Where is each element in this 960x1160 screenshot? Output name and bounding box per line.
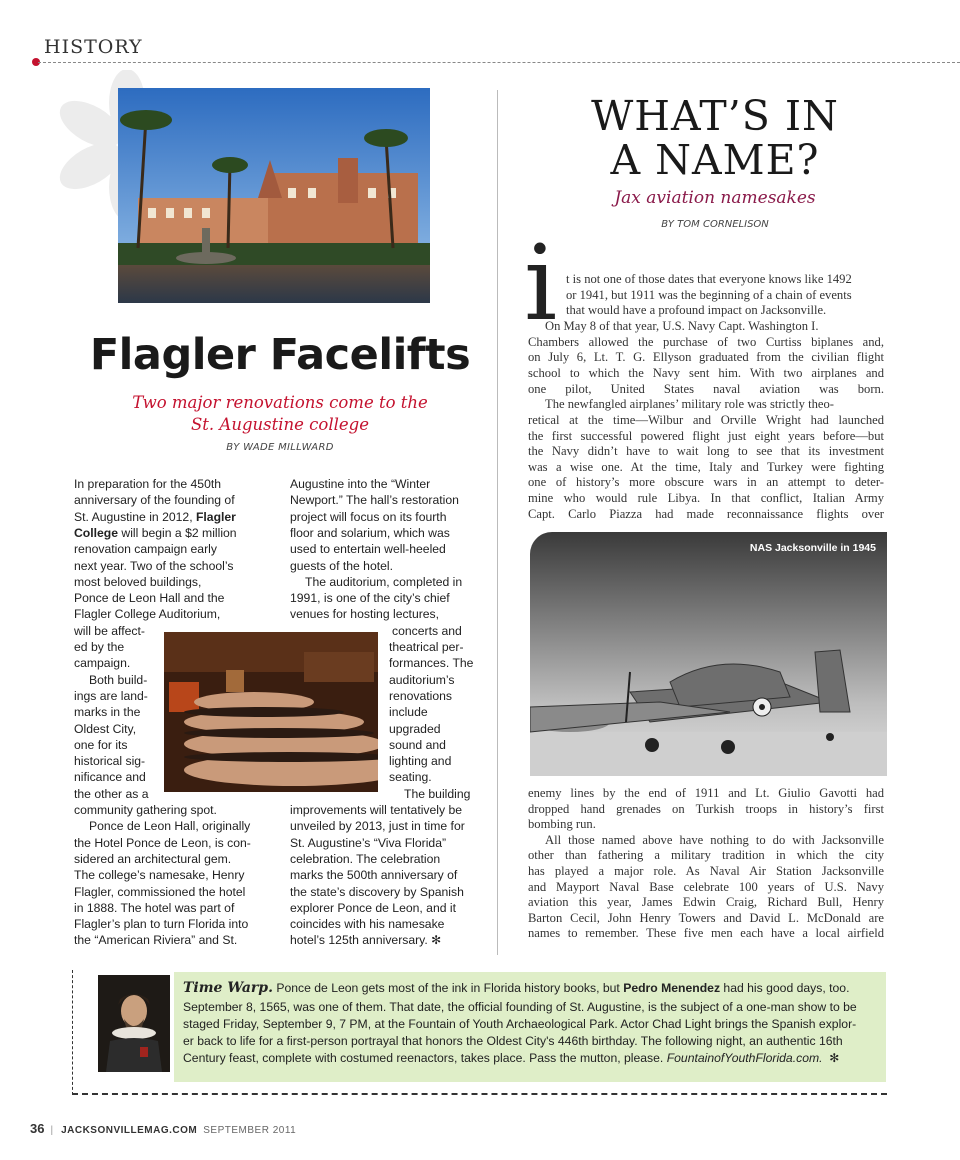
- right-article-line: Barton Cecil, John Henry Towers and David L. McDonald are: [528, 910, 884, 925]
- left-column-1-line: [74, 525, 237, 541]
- left-column-1-line: ings are land-: [74, 688, 148, 703]
- left-column-1-line: The college’s namesake, Henry: [74, 868, 245, 883]
- left-column-1-line: sidered an architectural gem.: [74, 851, 232, 866]
- left-column-2-line: The building: [404, 786, 471, 801]
- left-column-1-line: [74, 509, 236, 525]
- right-article-line: one pilot, United States naval aviation was born.: [528, 381, 884, 396]
- left-column-2-line: upgraded: [389, 721, 441, 736]
- right-article-title: WHAT’S IN A NAME?: [591, 92, 839, 184]
- right-article-line: Capt. Carlo Piazza had made reconnaissance flights over: [528, 506, 884, 521]
- left-column-1-line: will be affect-: [74, 623, 145, 638]
- right-article-line: enemy lines by the end of 1911 and Lt. Giulio Gavotti had: [528, 786, 884, 800]
- right-article-line: one of history’s more obscure wars in an attempt to deter-: [528, 475, 884, 490]
- left-column-2-line: concerts and: [392, 623, 462, 638]
- photo-caption: NAS Jacksonville in 1945: [749, 542, 876, 554]
- drop-cap: i: [524, 222, 558, 344]
- right-article-line: other than fathering a military tradition in which the city: [528, 848, 884, 863]
- left-column-2-line: St. Augustine’s “Viva Florida”: [290, 835, 447, 850]
- time-warp-line-5: Century feast, complete with costumed reenactors, takes place. Pass the mutton, please. FountainofYouthFlorida.com. ✻: [183, 1051, 840, 1065]
- left-column-1-line: historical sig-: [74, 754, 146, 769]
- left-column-2-line: unveiled by 2013, just in time for: [290, 819, 465, 834]
- right-article-line: retical at the time—Wilbur and Orville Wright had launched: [528, 412, 884, 427]
- left-article-title: Flagler Facelifts: [89, 330, 471, 380]
- left-column-2-line: floor and solarium, which was: [290, 525, 450, 540]
- left-column-1-line: renovation campaign early: [74, 542, 217, 557]
- time-warp-line-4: er back to life for a first-person portrayal that honors the Oldest City's 446th birthday. The following night, an authentic 16th: [183, 1034, 843, 1048]
- time-warp-line-1: Time Warp. Ponce de Leon gets most of the ink in Florida history books, but Pedro Menendez had his good days, too.: [183, 980, 850, 996]
- right-article-line: that would have a profound impact on Jacksonville.: [566, 303, 827, 318]
- left-column-1-line: In preparation for the 450th: [74, 477, 222, 491]
- left-column-1-line: campaign.: [74, 656, 131, 671]
- right-article-line: the Navy didn’t have to wait long to see that its investment: [528, 444, 884, 459]
- menendez-portrait: [98, 975, 170, 1072]
- right-article-line: the first successful powered flight just eight years before—but: [528, 428, 884, 443]
- left-column-2-line: used to entertain well-heeled: [290, 542, 446, 557]
- right-article-line: was a wise one. At the time, Italy and Turkey were fighting: [528, 459, 884, 474]
- right-article-byline: BY TOM CORNELISON: [661, 219, 769, 230]
- left-column-2-line: marks the 500th anniversary of: [290, 868, 458, 883]
- left-column-1-line: community gathering spot.: [74, 803, 217, 817]
- left-article-byline: BY WADE MILLWARD: [226, 442, 334, 453]
- left-column-1-line: Both build-: [89, 672, 148, 687]
- right-article-line: aviation this year, James Edwin Craig, Richard Bull, Henry: [528, 895, 884, 910]
- left-column-1-text: will begin a $2 million: [118, 525, 237, 540]
- left-column-1-line: in 1888. The hotel was part of: [74, 900, 235, 915]
- left-column-2-line: The auditorium, completed in: [305, 574, 463, 589]
- left-column-2-line: auditorium’s: [389, 672, 455, 687]
- left-column-1-line: anniversary of the founding of: [74, 493, 235, 508]
- left-column-1-line: most beloved buildings,: [74, 574, 202, 589]
- left-column-2-line: improvements will tentatively be: [290, 803, 463, 817]
- nas-jacksonville-photo: [530, 532, 887, 776]
- left-column-2-line: hotel’s 125th anniversary. ✻: [290, 933, 442, 948]
- left-column-1-line: Flagler, commissioned the hotel: [74, 884, 246, 899]
- time-warp-line-3: staged Friday, September 9, 7 PM, at the Fountain of Youth Archaeological Park. Actor Chad Light brings the Spanish explor-: [183, 1017, 857, 1031]
- left-column-1-line: ed by the: [74, 640, 125, 654]
- left-column-2-line: formances. The: [389, 656, 474, 671]
- right-article-line: or 1941, but 1911 was the beginning of a chain of events: [566, 287, 852, 302]
- page-footer: 36 | JACKSONVILLEMAG.COM SEPTEMBER 2011: [30, 1121, 297, 1136]
- flagler-college-photo: [118, 88, 430, 303]
- right-article-line: All those named above have nothing to do with Jacksonville: [545, 832, 884, 847]
- left-column-2-line: sound and: [389, 737, 446, 752]
- right-article-line: Chambers allowed the purchase of two Curtiss biplanes and,: [528, 334, 884, 349]
- left-column-1-line: Ponce de Leon Hall, originally: [89, 819, 251, 834]
- left-column-2-line: lighting and: [389, 754, 452, 769]
- left-column-2-line: the state’s discovery by Spanish: [290, 884, 464, 899]
- left-column-2-line: seating.: [389, 770, 432, 785]
- right-article-line: On May 8 of that year, U.S. Navy Capt. Washington I.: [545, 318, 819, 333]
- left-column-2-line: guests of the hotel.: [290, 558, 393, 573]
- left-column-2-line: renovations: [389, 688, 453, 703]
- left-column-2-line: theatrical per-: [389, 640, 464, 654]
- right-article-line: has played a major role. As Naval Air Station Jacksonville: [528, 864, 884, 878]
- left-column-2-line: coincides with his namesake: [290, 917, 445, 932]
- left-column-1-line: Flagler College Auditorium,: [74, 607, 221, 622]
- right-article-line: mine who would rule Libya. In that conflict, Italian Army: [528, 491, 884, 506]
- right-article-line: bombing run.: [528, 817, 596, 832]
- left-column-2-line: Newport.” The hall’s restoration: [290, 493, 459, 508]
- right-article-line: dropped hand grenades on Turkish troops in history’s first: [528, 801, 884, 816]
- left-column-1-text: St. Augustine in 2012,: [74, 509, 196, 524]
- left-column-1-line: Oldest City,: [74, 721, 137, 736]
- left-column-1-line: the other as a: [74, 786, 149, 801]
- fountain-of-youth-link[interactable]: FountainofYouthFlorida.com.: [666, 1051, 823, 1065]
- right-article-subtitle: Jax aviation namesakes: [614, 188, 816, 208]
- left-column-1-line: next year. Two of the school’s: [74, 558, 234, 573]
- left-column-2-line: project will focus on its fourth: [290, 509, 447, 524]
- auditorium-photo: [164, 632, 378, 792]
- left-column-1-line: the “American Riviera” and St.: [74, 933, 238, 948]
- left-column-1-line: Flagler’s plan to turn Florida into: [74, 917, 249, 932]
- right-article-line: and Mayport Naval Base celebrate 100 years of U.S. Navy: [528, 879, 884, 894]
- right-article-line: names to remember. These five men each have a local airfield: [528, 926, 884, 941]
- header-rule: [38, 62, 960, 63]
- magazine-site: JACKSONVILLEMAG.COM: [61, 1125, 198, 1136]
- left-column-2-line: include: [389, 705, 428, 720]
- left-column-1-line: one for its: [74, 737, 128, 752]
- issue-date: SEPTEMBER 2011: [203, 1125, 297, 1136]
- right-article-line: school to which the Navy sent him. With two airplanes and: [528, 365, 884, 380]
- left-column-2-line: venues for hosting lectures,: [290, 607, 440, 622]
- left-column-1-line: Ponce de Leon Hall and the: [74, 591, 225, 606]
- left-column-1-line: marks in the: [74, 705, 141, 720]
- flagler-bold: Flagler: [195, 509, 236, 524]
- right-article-line: The newfangled airplanes’ military role was strictly theo-: [545, 397, 834, 412]
- left-column-2-line: explorer Ponce de Leon, and it: [290, 900, 457, 915]
- section-label: HISTORY: [44, 36, 143, 58]
- left-column-2-line: 1991, is one of the city’s chief: [290, 591, 450, 606]
- college-bold: College: [74, 525, 119, 540]
- left-column-1-line: the Hotel Ponce de Leon, is con-: [74, 835, 251, 850]
- left-column-2-line: celebration. The celebration: [290, 851, 441, 866]
- left-column-2-line: Augustine into the “Winter: [290, 477, 431, 491]
- time-warp-line-2: September 8, 1565, was one of them. That date, the official founding of St. Augustine, is the subject of a one-man show to be: [183, 1000, 857, 1014]
- left-column-1-line: nificance and: [74, 770, 146, 785]
- left-article-subtitle: Two major renovations come to the St. Augustine college: [132, 393, 428, 434]
- right-article-line: t is not one of those dates that everyone knows like 1492: [566, 272, 852, 286]
- page-number: 36: [30, 1121, 45, 1136]
- right-article-line: on July 6, Lt. T. G. Ellyson graduated from the civilian flight: [528, 350, 884, 365]
- column-divider: [497, 90, 498, 955]
